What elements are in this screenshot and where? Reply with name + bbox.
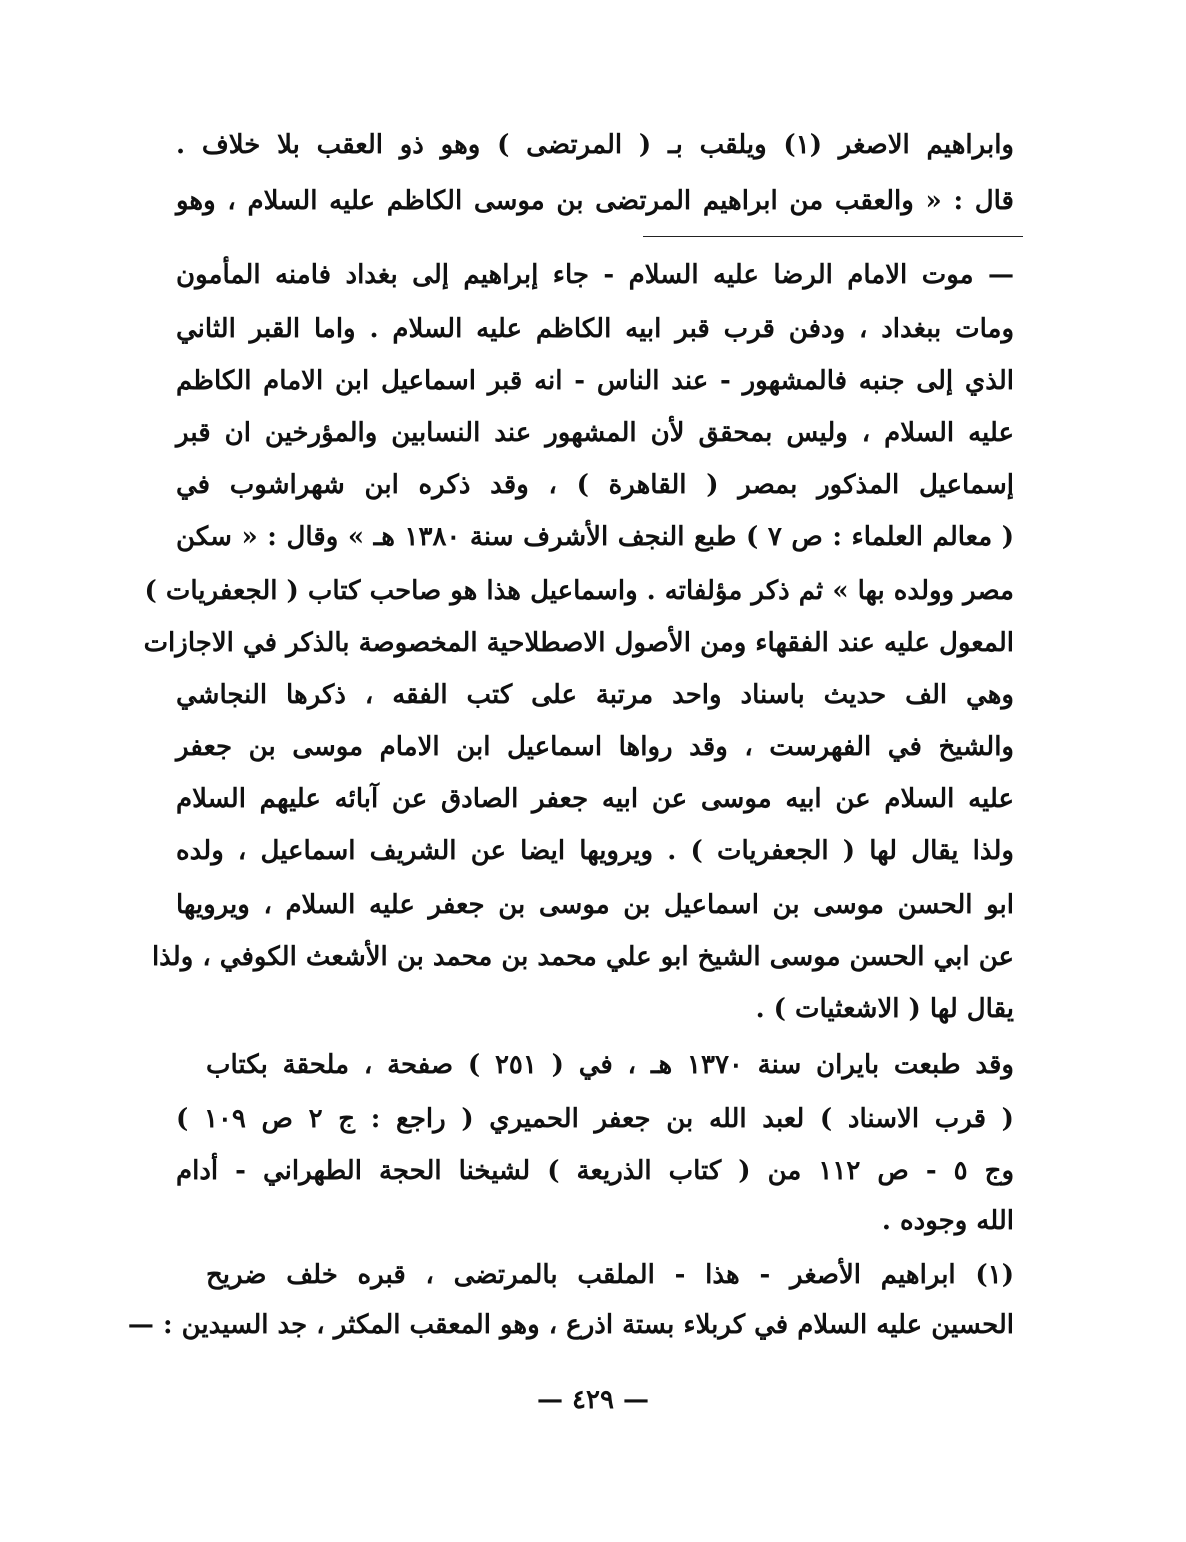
footnote-continuation-line: ابو الحسن موسى بن اسماعيل بن موسى بن جعفر عليه السلام ، ويرويها (176, 890, 1014, 920)
footnote-continuation-line: وقد طبعت بايران سنة ١٣٧٠ هـ ، في ( ٢٥١ ) صفحة ، ملحقة بكتاب (206, 1050, 1014, 1080)
footnote-continuation-line: يقال لها ( الاشعثيات ) . (755, 994, 1014, 1024)
footnote-continuation-line: وج ٥ - ص ١١٢ من ( كتاب الذريعة ) لشيخنا الحجة الطهراني - أدام (176, 1156, 1015, 1186)
footnote-continuation-line: ( معالم العلماء : ص ٧ ) طبع النجف الأشرف سنة ١٣٨٠ هـ » وقال : « سكن (176, 522, 1015, 552)
footnote-continuation-line: الذي إلى جنبه فالمشهور - عند الناس - انه قبر اسماعيل ابن الامام الكاظم (176, 366, 1015, 396)
main-text-line: قال : « والعقب من ابراهيم المرتضى بن موسى الكاظم عليه السلام ، وهو (176, 186, 1014, 216)
footnote-line: الحسين عليه السلام في كربلاء بستة اذرع ، وهو المعقب المكثر ، جد السيدين : — (127, 1310, 1014, 1340)
footnote-continuation-line: إسماعيل المذكور بمصر ( القاهرة ) ، وقد ذكره ابن شهراشوب في (176, 470, 1014, 500)
footnote-continuation-line: — موت الامام الرضا عليه السلام - جاء إبراهيم إلى بغداد فامنه المأمون (176, 260, 1014, 290)
footnote-line: (١) ابراهيم الأصغر - هذا - الملقب بالمرتضى ، قبره خلف ضريح (206, 1260, 1014, 1290)
page-number: — ٤٢٩ — (536, 1385, 650, 1415)
footnote-continuation-line: وهي الف حديث باسناد واحد مرتبة على كتب الفقه ، ذكرها النجاشي (176, 680, 1014, 710)
footnote-continuation-line: المعول عليه عند الفقهاء ومن الأصول الاصطلاحية المخصوصة بالذكر في الاجازات (143, 628, 1014, 658)
footnote-continuation-line: عليه السلام ، وليس بمحقق لأن المشهور عند النسابين والمؤرخين ان قبر (176, 418, 1014, 448)
footnote-continuation-line: عن ابي الحسن موسى الشيخ ابو علي محمد بن محمد بن الأشعث الكوفي ، ولذا (151, 942, 1014, 972)
footnote-separator (643, 236, 1023, 237)
main-text-line: وابراهيم الاصغر (١) ويلقب بـ ( المرتضى ) وهو ذو العقب بلا خلاف . (176, 130, 1014, 160)
footnote-continuation-line: والشيخ في الفهرست ، وقد رواها اسماعيل ابن الامام موسى بن جعفر (176, 732, 1014, 762)
footnote-continuation-line: مصر وولده بها » ثم ذكر مؤلفاته . واسماعيل هذا هو صاحب كتاب ( الجعفريات ) (144, 576, 1014, 606)
footnote-continuation-line: الله وجوده . (881, 1206, 1014, 1236)
footnote-continuation-line: ومات ببغداد ، ودفن قرب قبر ابيه الكاظم عليه السلام . واما القبر الثاني (176, 314, 1014, 344)
footnote-continuation-line: عليه السلام عن ابيه موسى عن ابيه جعفر الصادق عن آبائه عليهم السلام (176, 784, 1014, 814)
footnote-continuation-line: ولذا يقال لها ( الجعفريات ) . ويرويها ايضا عن الشريف اسماعيل ، ولده (176, 836, 1014, 866)
footnote-continuation-line: ( قرب الاسناد ) لعبد الله بن جعفر الحميري ( راجع : ج ٢ ص ١٠٩ ) (176, 1104, 1014, 1134)
